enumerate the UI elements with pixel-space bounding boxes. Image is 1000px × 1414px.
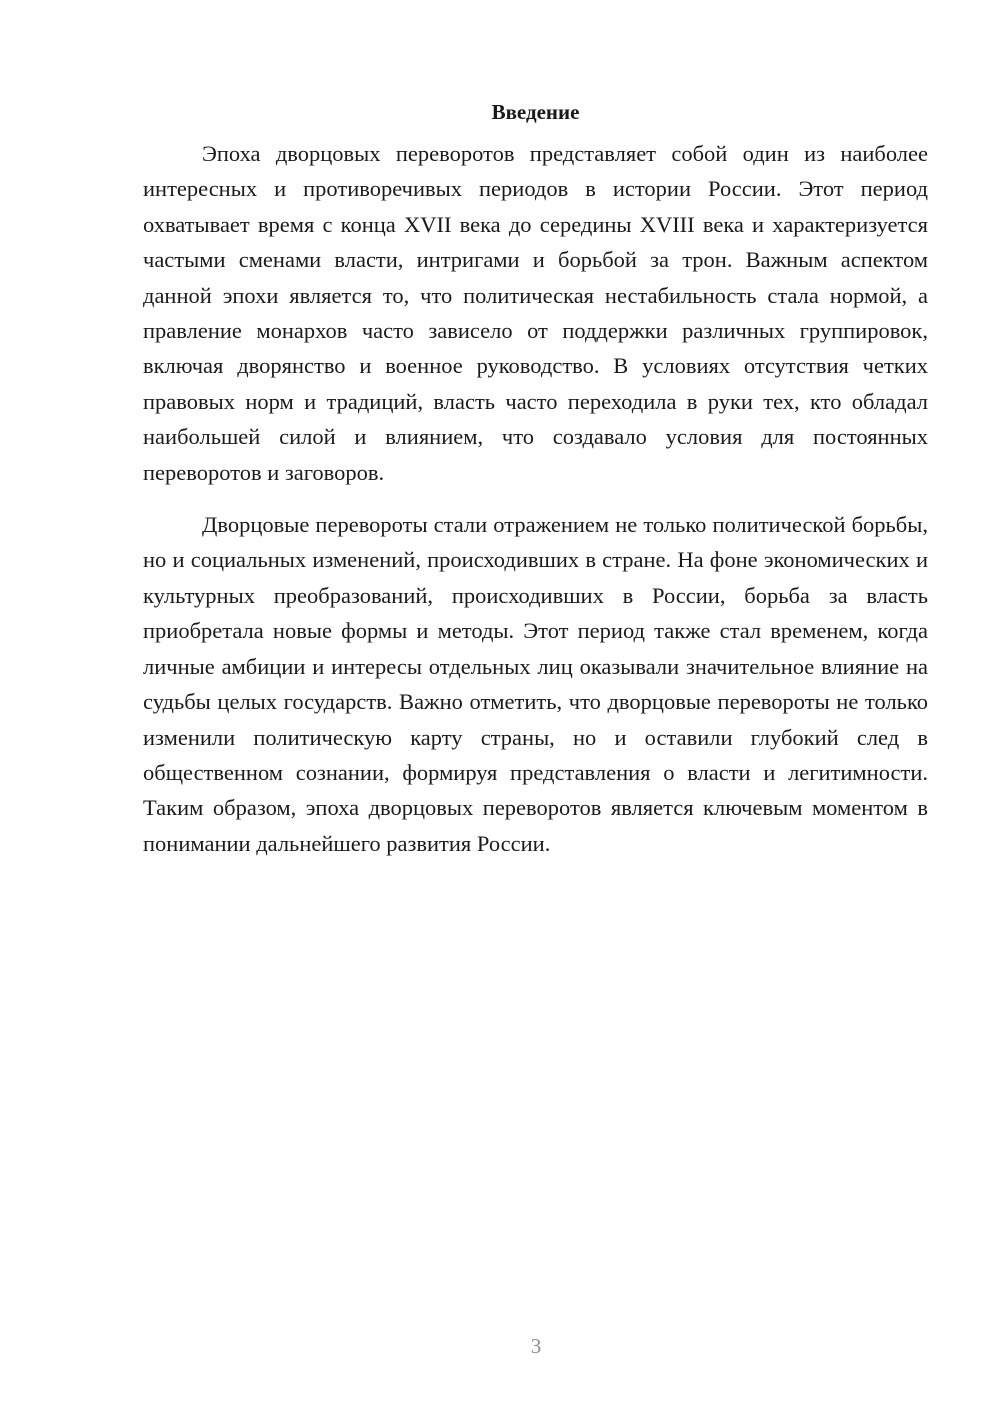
- section-title: Введение: [491, 100, 580, 124]
- paragraph-2: Дворцовые перевороты стали отражением не только политической борьбы, но и социальных изменений, происходивших в стране. На фоне экономических и культурных преобразований, происходивших в России, борьба за власть приобретала новые формы и методы. Этот период также стал временем, когда личные амбиции и интересы отдельных лиц оказывали значительное влияние на судьбы целых государств. Важно отметить, что дворцовые перевороты не только изменили политическую карту страны, но и оставили глубокий след в общественном сознании, формируя представления о власти и легитимности. Таким образом, эпоха дворцовых переворотов является ключевым моментом в понимании дальнейшего развития России.: [143, 512, 928, 856]
- page-number: 3: [530, 1334, 542, 1358]
- paragraph-1: Эпоха дворцовых переворотов представляет собой один из наиболее интересных и противоречивых периодов в истории России. Этот период охватывает время с конца XVII века до середины XVIII века и характеризуется частыми сменами власти, интригами и борьбой за трон. Важным аспектом данной эпохи является то, что политическая нестабильность стала нормой, а правление монархов часто зависело от поддержки различных группировок, включая дворянство и военное руководство. В условиях отсутствия четких правовых норм и традиций, власть часто переходила в руки тех, кто обладал наибольшей силой и влиянием, что создавало условия для постоянных переворотов и заговоров.: [143, 141, 928, 485]
- page-content: [143, 98, 928, 861]
